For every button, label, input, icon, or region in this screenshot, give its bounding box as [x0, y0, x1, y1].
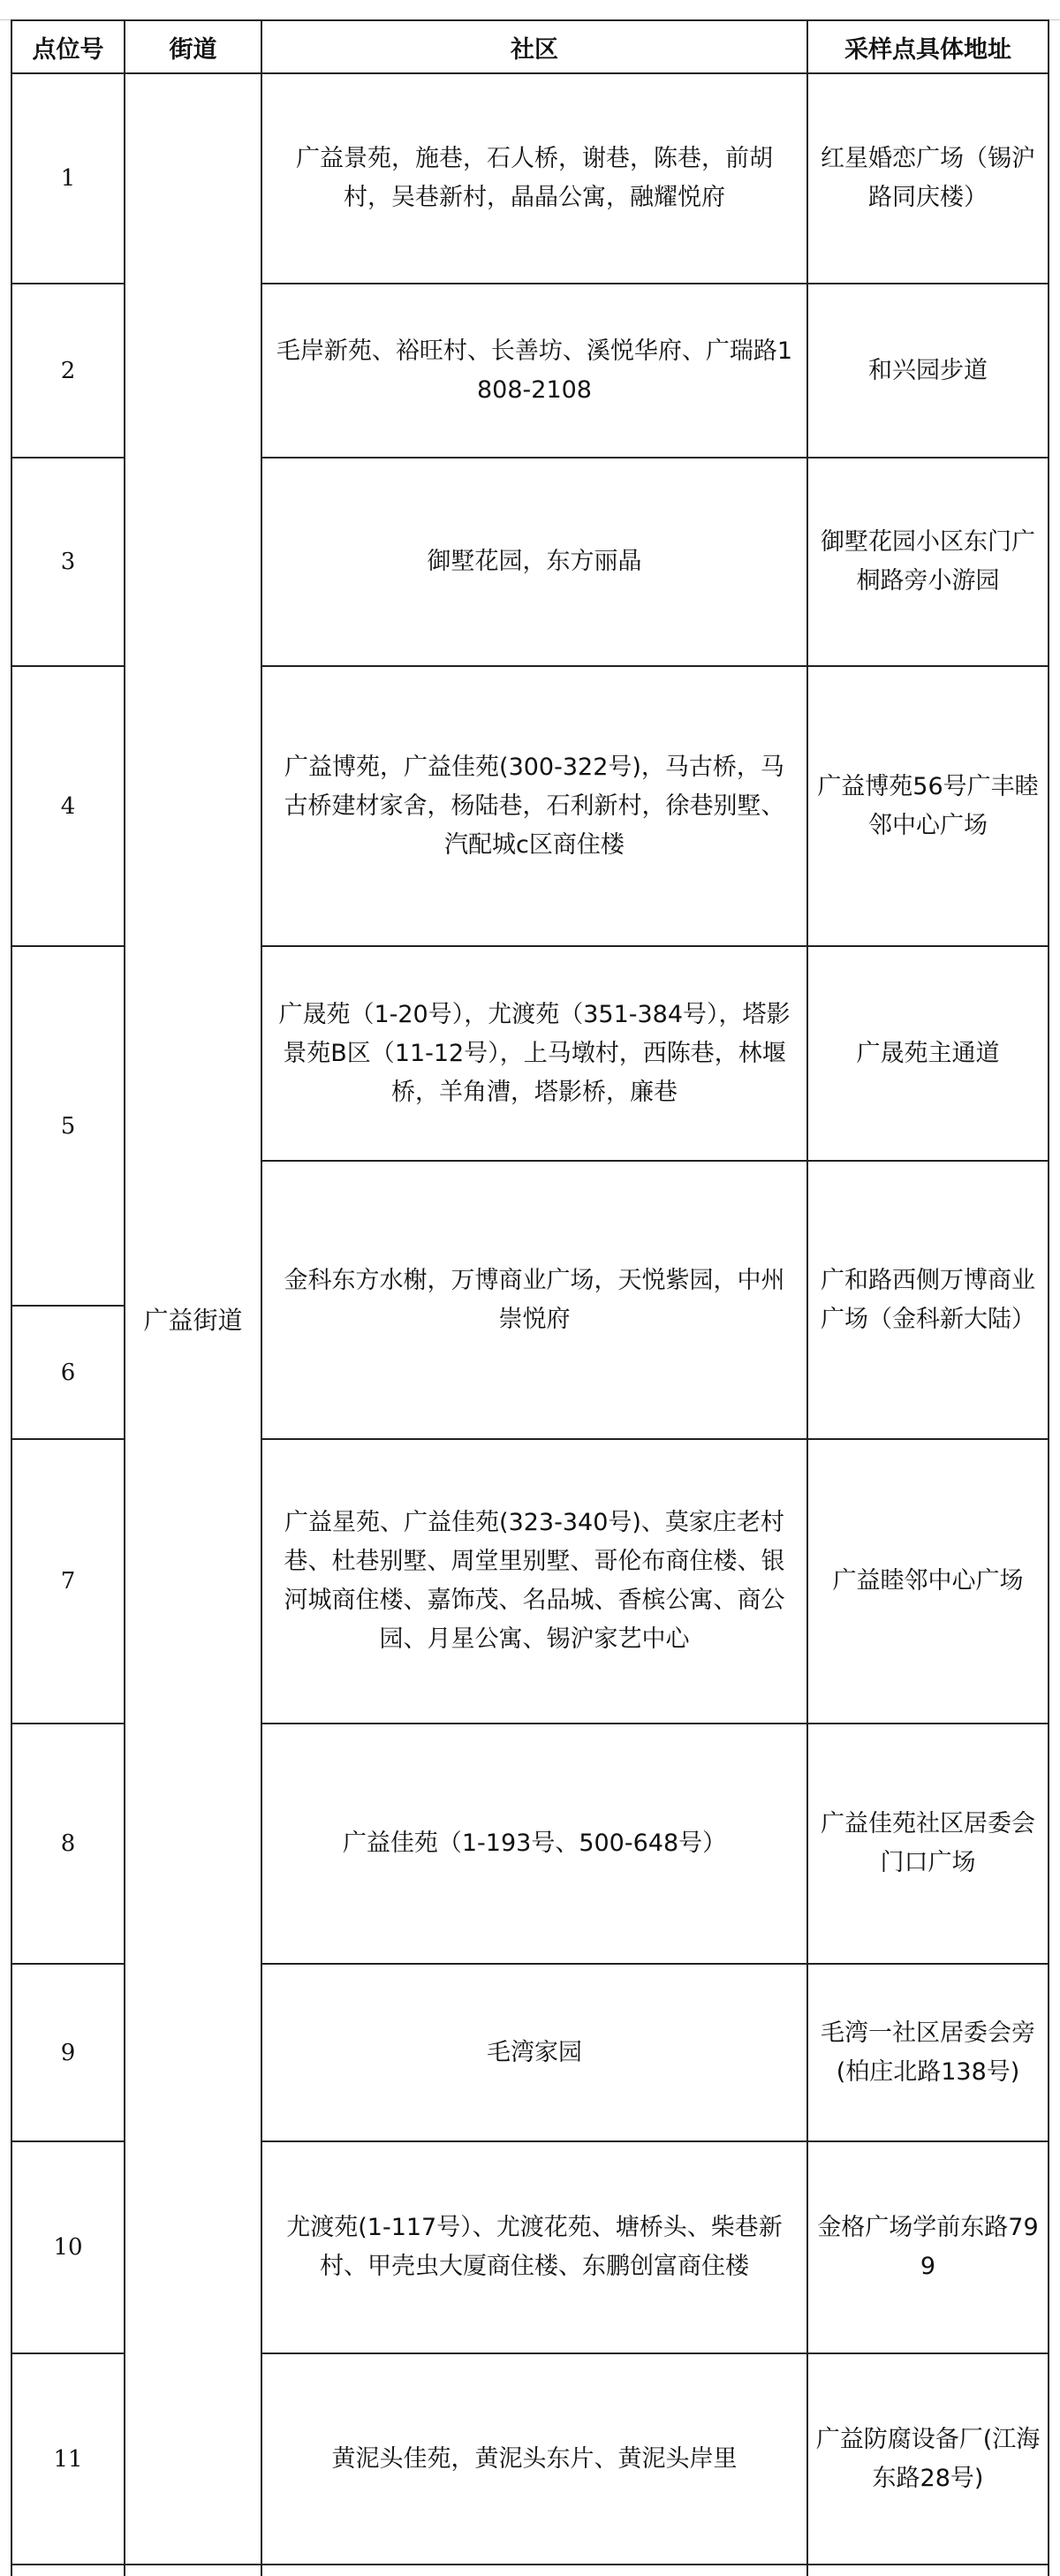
point-number: 9 — [60, 2039, 76, 2066]
community-cell: 御墅花园，东方丽晶 — [427, 548, 642, 575]
grid-line — [1048, 19, 1049, 2576]
point-number: 8 — [60, 1830, 76, 1857]
community-cell: 尤渡苑(1-117号）、尤渡花苑、塘桥头、柴巷新村、甲壳虫大厦商住楼、东鹏创富商住楼 — [286, 2214, 783, 2280]
community-cell: 广益星苑、广益佳苑(323-340号)、莫家庄老村巷、杜巷别墅、周堂里别墅、哥伦布商住楼、银河城商住楼、嘉饰茂、名品城、香槟公寓、商公园、月星公寓、锡沪家艺中心 — [284, 1509, 785, 1653]
address-cell: 广益佳苑社区居委会门口广场 — [821, 1810, 1035, 1876]
community-cell: 广益景苑，施巷，石人桥，谢巷，陈巷，前胡村，吴巷新村，晶晶公寓，融耀悦府 — [296, 145, 773, 211]
point-number: 4 — [60, 792, 76, 820]
address-cell: 和兴园步道 — [868, 356, 988, 384]
point-number: 1 — [60, 165, 76, 192]
address-cell: 广益防腐设备厂(江海东路28号) — [815, 2425, 1041, 2492]
address-cell: 金格广场学前东路799 — [817, 2214, 1039, 2280]
header-address: 采样点具体地址 — [844, 35, 1011, 64]
address-cell: 御墅花园小区东门广桐路旁小游园 — [821, 528, 1035, 595]
community-cell: 金科东方水榭，万博商业广场，天悦紫园，中州崇悦府 — [284, 1266, 785, 1333]
address-cell: 毛湾一社区居委会旁(柏庄北路138号) — [821, 2019, 1035, 2086]
address-cell: 广晟苑主通道 — [856, 1039, 1000, 1067]
address-cell: 广益博苑56号广丰睦邻中心广场 — [817, 772, 1039, 839]
point-number: 3 — [60, 549, 76, 575]
header-community: 社区 — [511, 35, 558, 64]
address-cell: 广益睦邻中心广场 — [832, 1567, 1024, 1595]
address-cell: 广和路西侧万博商业广场（金科新大陆） — [821, 1266, 1035, 1333]
grid-line — [11, 2564, 1049, 2565]
street-cell: 广益街道 — [143, 1306, 243, 1335]
page-top-margin — [0, 0, 1060, 20]
point-number: 7 — [60, 1568, 76, 1595]
point-number: 10 — [53, 2234, 83, 2261]
point-number: 6 — [60, 1359, 76, 1386]
header-street: 街道 — [169, 35, 217, 64]
community-cell: 广益佳苑（1-193号、500-648号） — [342, 1830, 727, 1857]
community-cell: 毛岸新苑、裕旺村、长善坊、溪悦华府、广瑞路1808-2108 — [276, 337, 793, 404]
community-cell: 广晟苑（1-20号），尤渡苑（351-384号），塔影景苑B区（11-12号），上马墩村，西陈巷，林堰桥，羊角漕，塔影桥，廉巷 — [278, 1000, 791, 1106]
address-cell: 红星婚恋广场（锡沪路同庆楼） — [821, 145, 1035, 211]
header-point-no: 点位号 — [32, 35, 104, 64]
point-number: 2 — [60, 357, 76, 384]
community-cell: 黄泥头佳苑，黄泥头东片、黄泥头岸里 — [331, 2444, 738, 2473]
community-cell: 毛湾家园 — [487, 2038, 582, 2066]
point-number: 11 — [53, 2445, 83, 2473]
community-cell: 广益博苑，广益佳苑(300-322号)，马古桥，马古桥建材家舍，杨陆巷，石利新村，徐巷别墅、汽配城c区商住楼 — [284, 753, 785, 859]
point-number: 5 — [60, 1112, 76, 1140]
